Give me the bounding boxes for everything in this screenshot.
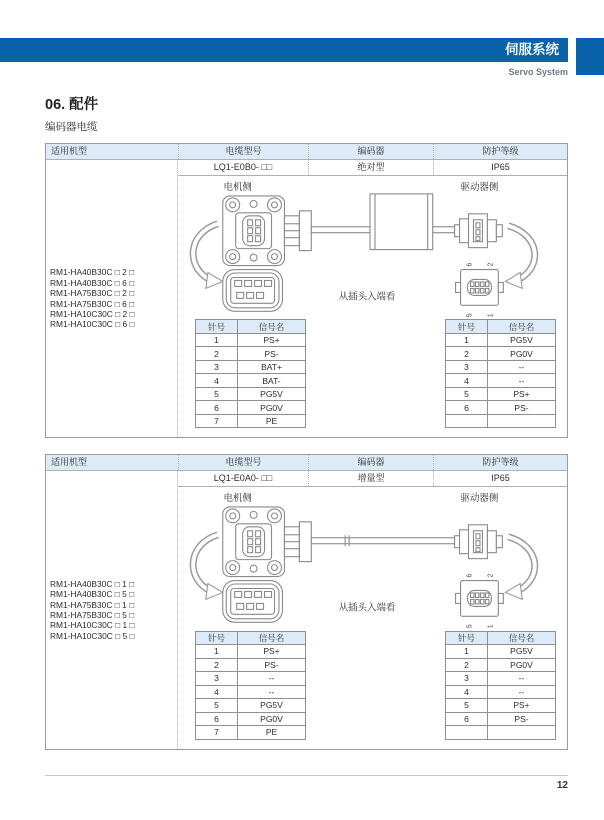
pin-table-row: 3 -- bbox=[446, 672, 556, 686]
motor-side-label: 电机侧 bbox=[223, 493, 252, 505]
cable-model-value: LQ1-E0B0- □□ bbox=[213, 162, 273, 172]
pin-number-header: 针号 bbox=[196, 631, 238, 645]
pin-table-row: 4 BAT- bbox=[196, 374, 306, 388]
column-header-protection: 防护等级 bbox=[433, 455, 567, 470]
column-header-encoder: 编码器 bbox=[308, 144, 433, 159]
model-number: RM1-HA10C30C □ 5 □ bbox=[50, 630, 135, 641]
battery-box bbox=[370, 194, 433, 250]
rotate-arrow-right-icon bbox=[505, 226, 534, 289]
model-number: RM1-HA40B30C □ 1 □ bbox=[50, 578, 135, 589]
cable-spec-row bbox=[178, 160, 567, 176]
driver-side-label: 驱动器侧 bbox=[460, 181, 499, 193]
driver-pin-number: 6 bbox=[466, 573, 474, 578]
driver-pin-number: 2 bbox=[487, 262, 495, 267]
pin-table-row bbox=[446, 726, 556, 740]
spec-table-body bbox=[46, 160, 567, 437]
model-number: RM1-HA75B30C □ 2 □ bbox=[50, 288, 135, 299]
protection-rating-value: IP65 bbox=[433, 160, 567, 175]
cable-line-with-battery-box bbox=[311, 194, 454, 250]
spec-table-right-part bbox=[178, 160, 567, 437]
column-header-cable-model: 电缆型号 bbox=[178, 455, 308, 470]
driver-pin-number: 1 bbox=[487, 624, 495, 629]
model-number: RM1-HA75B30C □ 1 □ bbox=[50, 599, 135, 610]
pin-table-row: 4 -- bbox=[446, 685, 556, 699]
model-number: RM1-HA10C30C □ 1 □ bbox=[50, 620, 135, 631]
protection-rating-value: IP65 bbox=[433, 471, 567, 486]
cable-diagram bbox=[178, 489, 567, 628]
view-from-plug-label: 从插头入端看 bbox=[338, 291, 396, 303]
pin-table-row: 6 PG0V bbox=[196, 712, 306, 726]
signal-name-header: 信号名 bbox=[488, 320, 556, 334]
banner-title: 伺服系统 bbox=[505, 42, 559, 57]
view-from-plug-label: 从插头入端看 bbox=[338, 602, 396, 614]
spec-tables-container bbox=[45, 143, 568, 750]
pin-table-header-row bbox=[196, 631, 306, 645]
pin-table-row: 6 PS- bbox=[446, 712, 556, 726]
pin-table-row: 1 PG5V bbox=[446, 333, 556, 347]
motor-pin-table bbox=[195, 631, 306, 740]
encoder-cable-spec-table bbox=[45, 143, 568, 438]
signal-name-header: 信号名 bbox=[488, 631, 556, 645]
model-number: RM1-HA10C30C □ 2 □ bbox=[50, 309, 135, 320]
rotate-arrow-left-icon bbox=[193, 535, 223, 600]
pin-table-row: 5 PG5V bbox=[196, 387, 306, 401]
pin-table-row: 2 PG0V bbox=[446, 658, 556, 672]
pin-tables-row bbox=[178, 629, 567, 749]
motor-connector-drawing bbox=[223, 507, 312, 577]
driver-pin-number: 5 bbox=[466, 313, 474, 318]
pin-table-row: 3 BAT+ bbox=[196, 360, 306, 374]
pin-table-row: 1 PG5V bbox=[446, 645, 556, 659]
pin-table-row: 2 PG0V bbox=[446, 347, 556, 361]
banner-bar bbox=[0, 38, 568, 62]
pin-table-row: 7 PE bbox=[196, 726, 306, 740]
footer-divider bbox=[45, 775, 568, 776]
encoder-type-value: 绝对型 bbox=[308, 160, 433, 175]
pin-table-row: 4 -- bbox=[196, 685, 306, 699]
pin-table-row: 4 -- bbox=[446, 374, 556, 388]
banner-subtitle: Servo System bbox=[508, 67, 568, 77]
pin-number-header: 针号 bbox=[446, 320, 488, 334]
column-header-protection: 防护等级 bbox=[433, 144, 567, 159]
applicable-models-list bbox=[46, 160, 178, 437]
model-number: RM1-HA10C30C □ 6 □ bbox=[50, 319, 135, 330]
pin-table-row: 2 PS- bbox=[196, 347, 306, 361]
cable-spec-row bbox=[178, 471, 567, 487]
pin-table-row: 5 PS+ bbox=[446, 699, 556, 713]
driver-pin-number: 1 bbox=[487, 313, 495, 318]
pin-tables-row bbox=[178, 317, 567, 437]
motor-plug-face-drawing bbox=[223, 270, 283, 312]
driver-connector-drawing bbox=[455, 214, 503, 248]
page-subtitle: 编码器电缆 bbox=[45, 121, 98, 133]
spec-table-body bbox=[46, 471, 567, 748]
encoder-cable-spec-table bbox=[45, 454, 568, 749]
cable-line-with-joint bbox=[311, 536, 454, 547]
banner-accent-square bbox=[576, 38, 604, 75]
encoder-type-value: 增量型 bbox=[308, 471, 433, 486]
driver-connector-drawing bbox=[455, 525, 503, 559]
model-number: RM1-HA75B30C □ 6 □ bbox=[50, 298, 135, 309]
spec-table-header-row bbox=[46, 144, 567, 160]
model-number: RM1-HA40B30C □ 2 □ bbox=[50, 267, 135, 278]
diagram-cell bbox=[178, 176, 567, 437]
driver-pin-number: 2 bbox=[487, 573, 495, 578]
pin-table-row: 2 PS- bbox=[196, 658, 306, 672]
driver-pin-table bbox=[445, 631, 556, 740]
driver-plug-face-drawing bbox=[456, 581, 504, 617]
rotate-arrow-right-icon bbox=[505, 537, 534, 600]
cable-model-value: LQ1-E0A0- □□ bbox=[213, 473, 273, 484]
pin-table-row: 3 -- bbox=[446, 360, 556, 374]
pin-table-row: 6 PS- bbox=[446, 401, 556, 415]
motor-side-label: 电机侧 bbox=[223, 181, 252, 193]
pin-table-header-row bbox=[446, 320, 556, 334]
cable-diagram bbox=[178, 178, 567, 317]
motor-connector-drawing bbox=[223, 196, 312, 266]
model-number: RM1-HA40B30C □ 5 □ bbox=[50, 589, 135, 600]
pin-table-row: 1 PS+ bbox=[196, 333, 306, 347]
driver-plug-face-drawing bbox=[456, 270, 504, 306]
pin-number-header: 针号 bbox=[196, 320, 238, 334]
column-header-applicable-models: 适用机型 bbox=[51, 146, 88, 156]
pin-number-header: 针号 bbox=[446, 631, 488, 645]
pin-table-header-row bbox=[196, 320, 306, 334]
driver-pin-table bbox=[445, 319, 556, 428]
pin-table-row: 6 PG0V bbox=[196, 401, 306, 415]
model-number: RM1-HA40B30C □ 6 □ bbox=[50, 277, 135, 288]
spec-table-header-row bbox=[46, 455, 567, 471]
rotate-arrow-left-icon bbox=[193, 224, 223, 289]
applicable-models-list bbox=[46, 471, 178, 748]
pin-table-header-row bbox=[446, 631, 556, 645]
motor-pin-table bbox=[195, 319, 306, 428]
column-header-applicable-models: 适用机型 bbox=[51, 457, 88, 468]
column-header-encoder: 编码器 bbox=[308, 455, 433, 470]
page-title: 06. 配件 bbox=[45, 97, 99, 113]
model-number: RM1-HA75B30C □ 5 □ bbox=[50, 609, 135, 620]
spec-table-right-part bbox=[178, 471, 567, 748]
driver-pin-number: 5 bbox=[466, 624, 474, 629]
pin-table-row: 3 -- bbox=[196, 672, 306, 686]
page-number: 12 bbox=[556, 780, 568, 791]
driver-side-label: 驱动器侧 bbox=[460, 493, 499, 505]
pin-table-row: 7 PE bbox=[196, 414, 306, 428]
pin-table-row: 5 PS+ bbox=[446, 387, 556, 401]
diagram-cell bbox=[178, 487, 567, 748]
driver-pin-number: 6 bbox=[466, 262, 474, 267]
signal-name-header: 信号名 bbox=[238, 320, 306, 334]
pin-table-row: 1 PS+ bbox=[196, 645, 306, 659]
pin-table-row bbox=[446, 414, 556, 428]
pin-table-row: 5 PG5V bbox=[196, 699, 306, 713]
motor-plug-face-drawing bbox=[223, 581, 283, 623]
signal-name-header: 信号名 bbox=[238, 631, 306, 645]
column-header-cable-model: 电缆型号 bbox=[178, 144, 308, 159]
